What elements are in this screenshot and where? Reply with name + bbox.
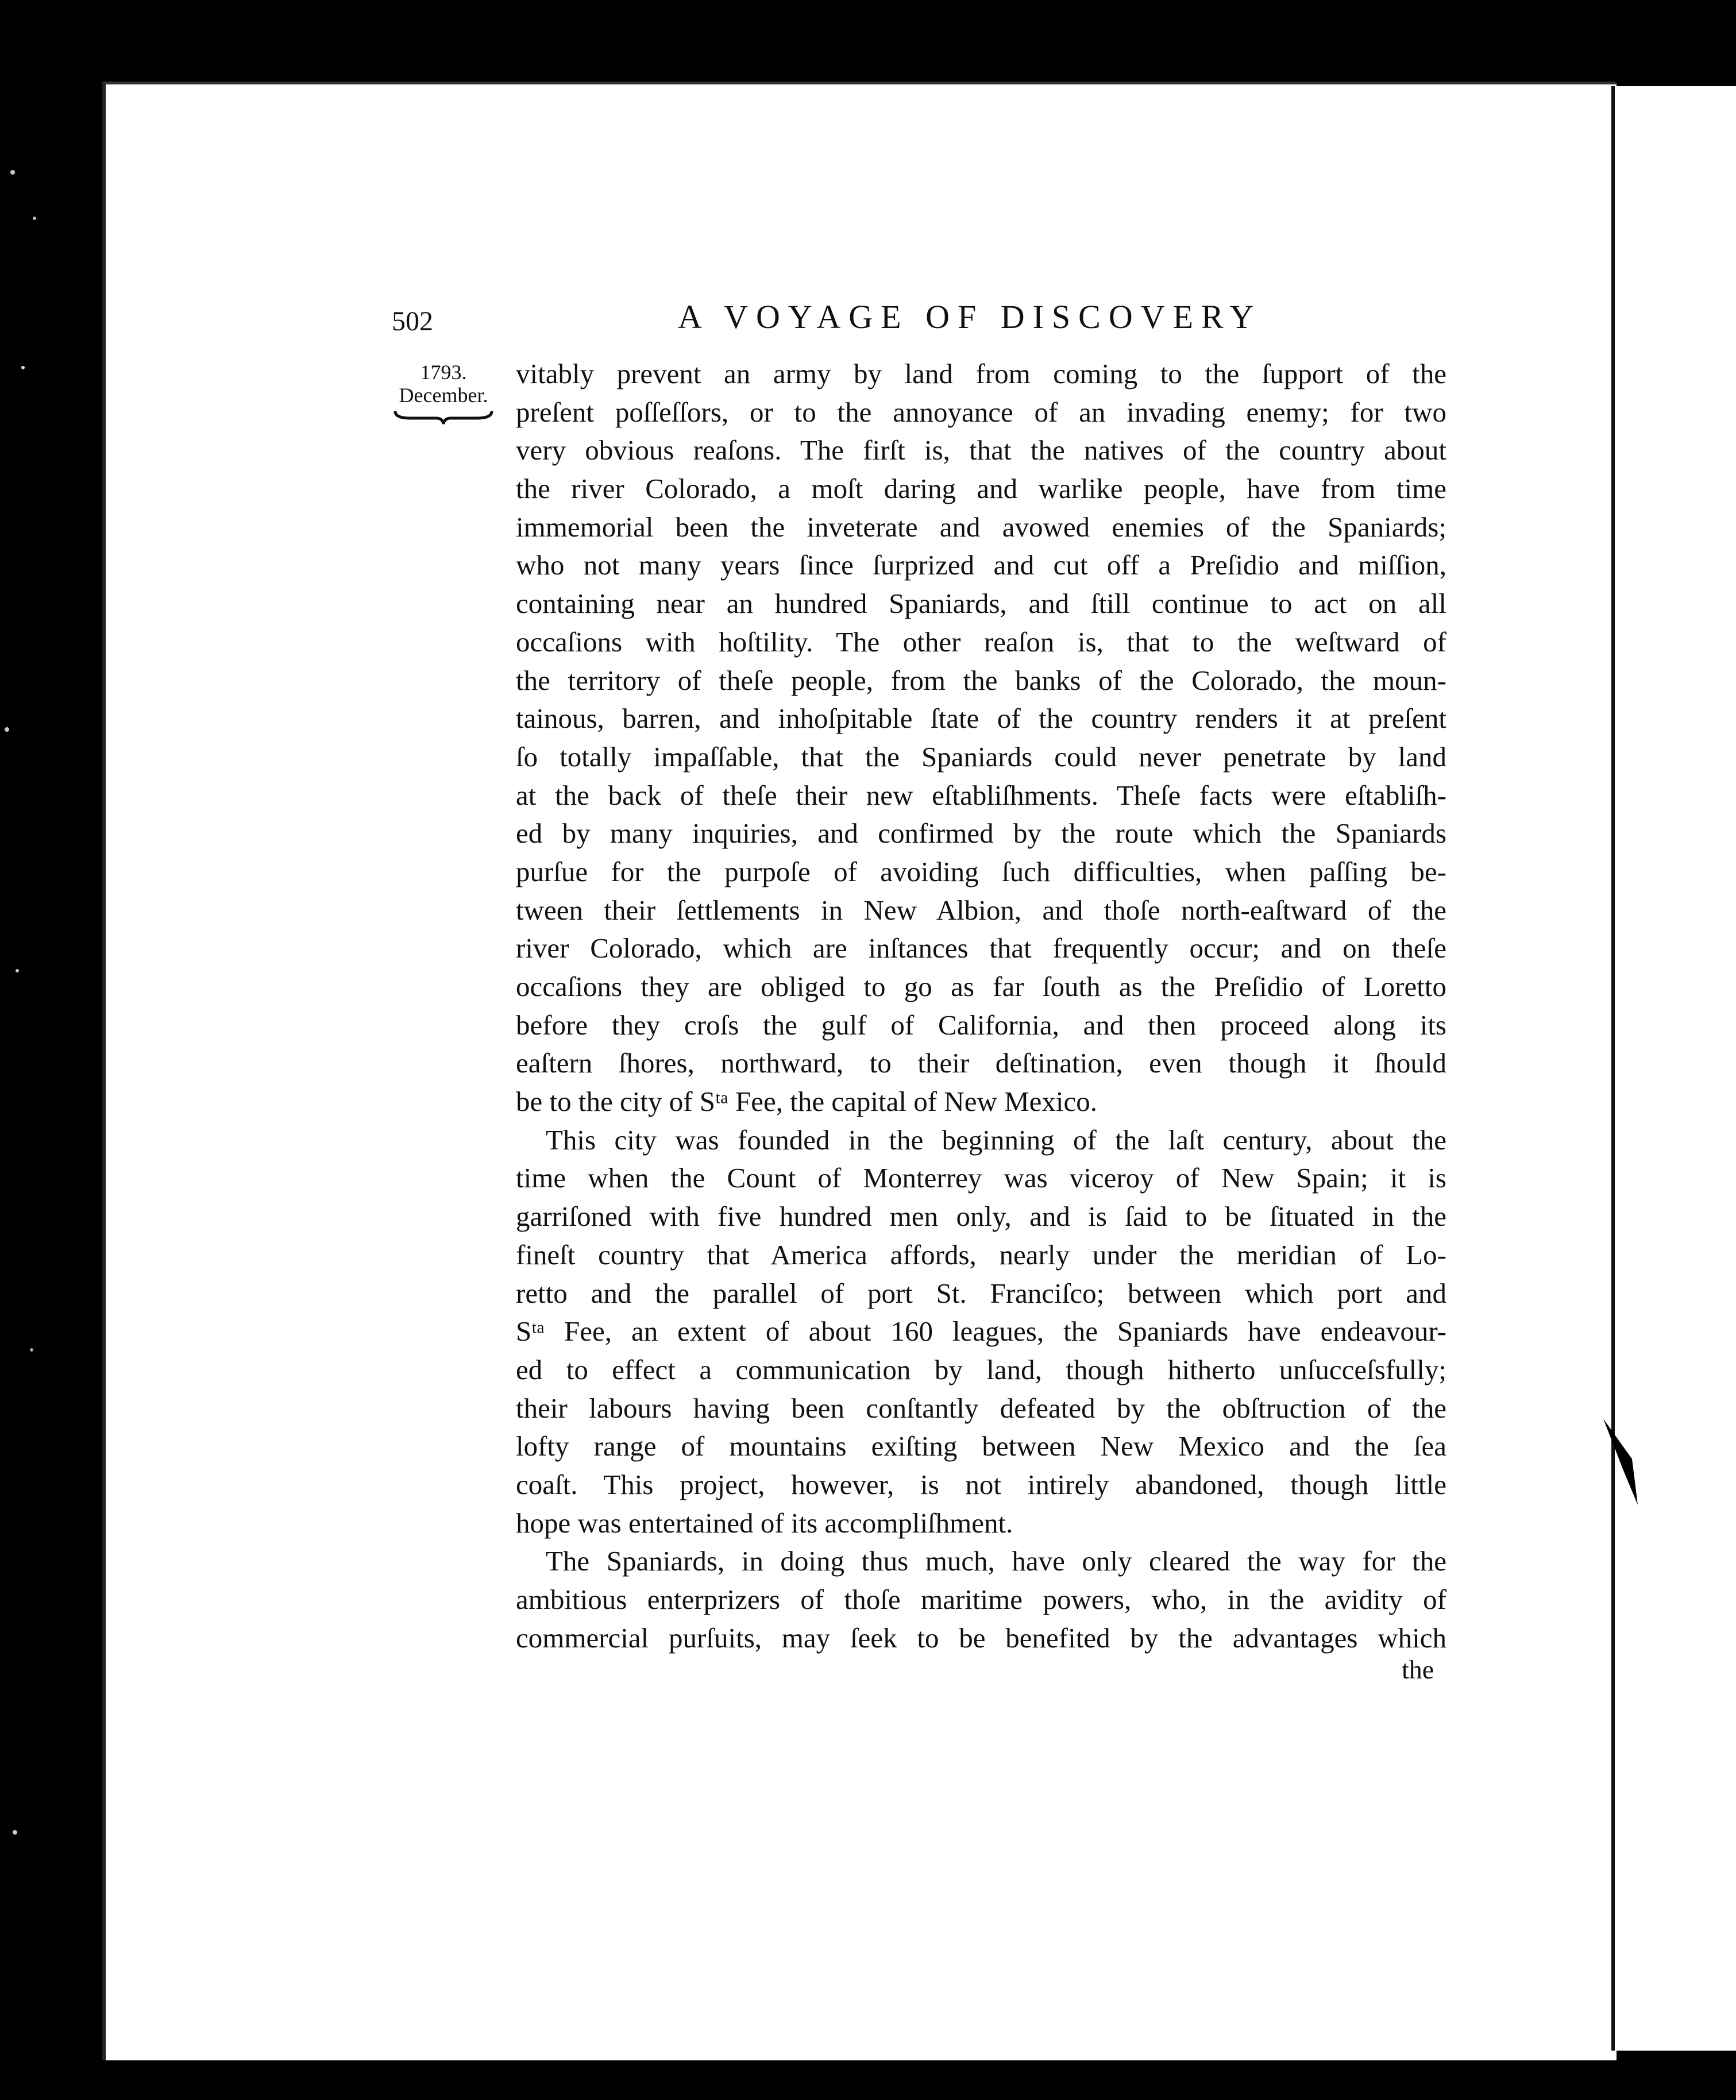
- catchword: the: [1402, 1655, 1434, 1684]
- text-line: purſue for the purpoſe of avoiding ſuch difficulties, when paſſing be-: [516, 855, 1446, 887]
- text-line: fineſt country that America affords, nearly under the meridian of Lo-: [516, 1238, 1446, 1271]
- text-line: This city was founded in the beginning of the laſt century, about the: [546, 1124, 1446, 1156]
- text-line: ed by many inquiries, and confirmed by the route which the Spaniards: [516, 817, 1446, 850]
- text-line: immemorial been the inveterate and avowed enemies of the Spaniards;: [516, 511, 1446, 543]
- margin-brace-icon: [393, 409, 494, 425]
- text-line: ſo totally impaſſable, that the Spaniards could never penetrate by land: [516, 740, 1446, 773]
- text-line: preſent poſſeſſors, or to the annoyance of an invading enemy; for two: [516, 396, 1446, 428]
- page-number: 502: [392, 306, 433, 337]
- running-title: A VOYAGE OF DISCOVERY: [678, 298, 1262, 335]
- text-line: vitably prevent an army by land from coming to the ſupport of the: [516, 358, 1446, 389]
- margin-month: December.: [399, 384, 488, 407]
- text-line: Sᵗᵃ Fee, an extent of about 160 leagues, the Spaniards have endeavour-: [516, 1315, 1446, 1348]
- text-line: their labours having been conſtantly defeated by the obſtruction of the: [516, 1392, 1446, 1424]
- text-line: tainous, barren, and inhoſpitable ſtate of the country renders it at preſent: [516, 702, 1446, 735]
- text-line: coaſt. This project, however, is not intirely abandoned, though little: [516, 1468, 1446, 1500]
- text-line: ed to effect a communication by land, though hitherto unſucceſsfully;: [516, 1353, 1446, 1385]
- text-line: time when the Count of Monterrey was viceroy of New Spain; it is: [516, 1162, 1446, 1194]
- text-line: the territory of theſe people, from the banks of the Colorado, the moun-: [516, 664, 1446, 696]
- text-line: eaſtern ſhores, northward, to their deſtination, even though it ſhould: [516, 1047, 1446, 1079]
- text-line: occaſions with hoſtility. The other reaſon is, that to the weſtward of: [516, 626, 1446, 658]
- text-line: very obvious reaſons. The firſt is, that the natives of the country about: [516, 434, 1446, 466]
- scan-border-specks: [0, 0, 102, 2100]
- text-line: before they croſs the gulf of California, and then proceed along its: [516, 1009, 1446, 1041]
- text-line: occaſions they are obliged to go as far ſouth as the Preſidio of Loretto: [516, 971, 1446, 1002]
- text-line: commercial purſuits, may ſeek to be benefited by the advantages which: [516, 1622, 1446, 1654]
- text-line: be to the city of Sᵗᵃ Fee, the capital of New Mexico.: [516, 1086, 1098, 1118]
- text-line: The Spaniards, in doing thus much, have only cleared the way for the: [546, 1545, 1446, 1577]
- text-line: tween their ſettlements in New Albion, and thoſe north-eaſtward of the: [516, 894, 1446, 926]
- body-text: [516, 355, 1446, 1657]
- adjacent-page-edge: [1611, 86, 1736, 2051]
- text-line: garriſoned with five hundred men only, and is ſaid to be ſituated in the: [516, 1200, 1446, 1233]
- margin-date-note: [393, 361, 494, 425]
- text-line: retto and the parallel of port St. Franciſco; between which port and: [516, 1277, 1446, 1309]
- text-line: hope was entertained of its accompliſhment.: [516, 1507, 1013, 1539]
- text-line: containing near an hundred Spaniards, and ſtill continue to act on all: [516, 588, 1446, 620]
- text-line: the river Colorado, a moſt daring and warlike people, have from time: [516, 473, 1446, 505]
- text-line: lofty range of mountains exiſting between New Mexico and the ſea: [516, 1430, 1446, 1462]
- text-line: who not many years ſince ſurprized and cut off a Preſidio and miſſion,: [516, 549, 1446, 581]
- margin-year: 1793.: [420, 361, 467, 384]
- text-line: river Colorado, which are inſtances that frequently occur; and on theſe: [516, 932, 1446, 964]
- text-line: ambitious enterprizers of thoſe maritime powers, who, in the avidity of: [516, 1584, 1446, 1615]
- text-line: at the back of theſe their new eſtabliſhments. Theſe facts were eſtabliſh-: [516, 779, 1446, 811]
- page-tear-mark: [1598, 1419, 1644, 1511]
